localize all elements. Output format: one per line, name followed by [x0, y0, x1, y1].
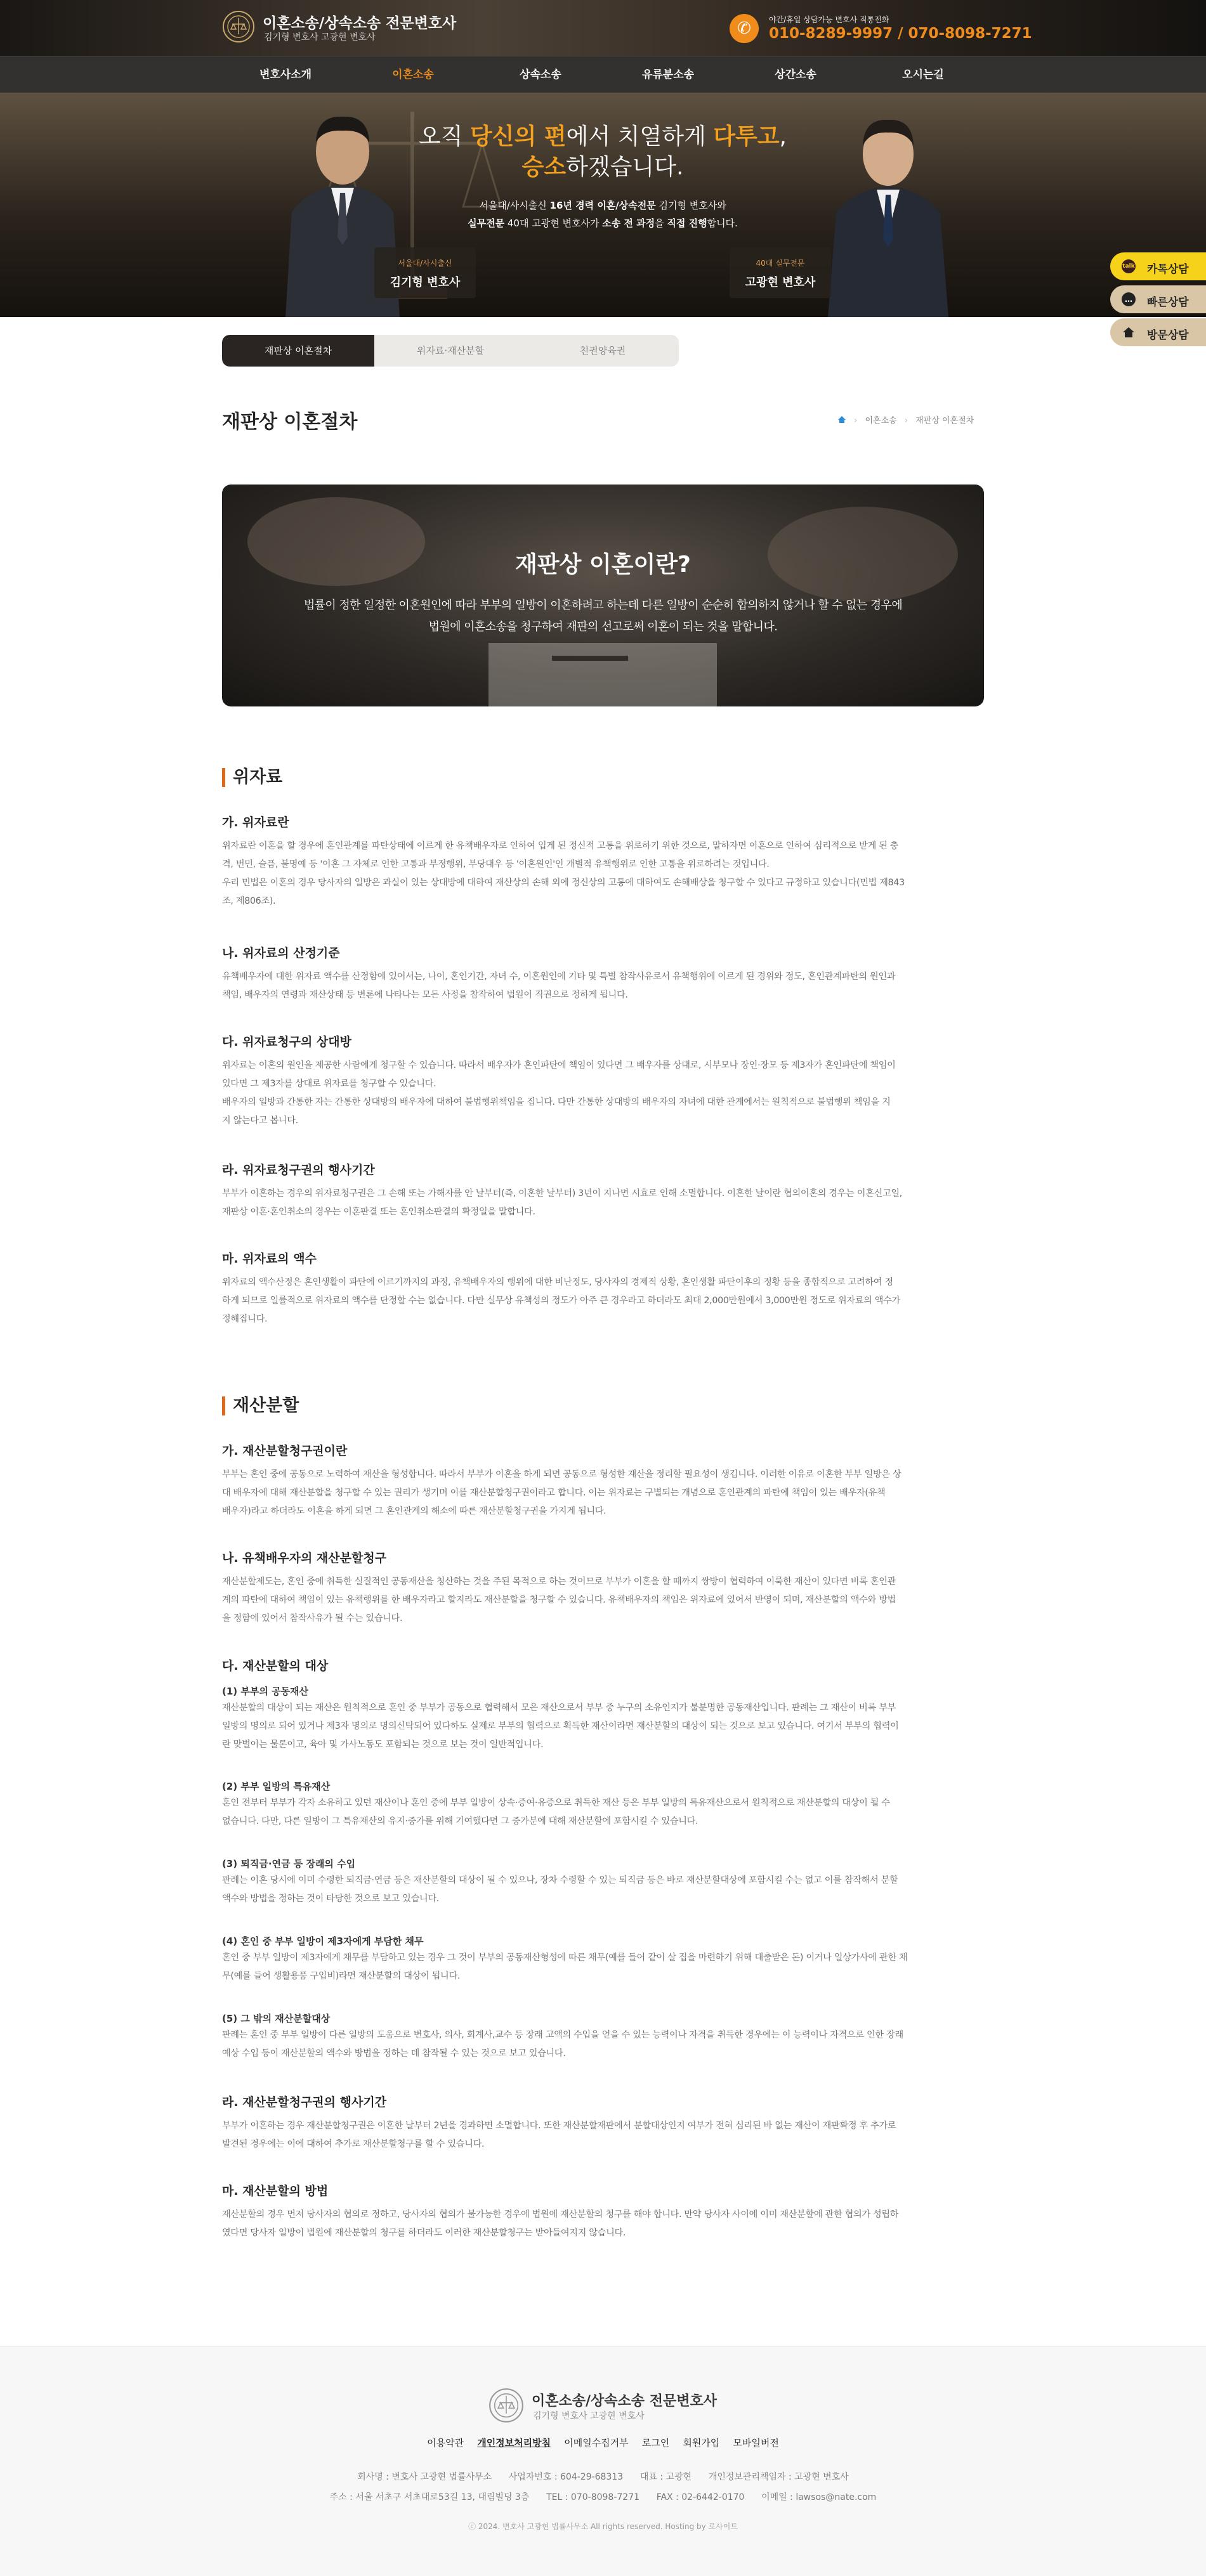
kakao-consult-button[interactable] [1110, 252, 1206, 280]
alimony-heading-b: 나. 위자료의 산정기준 [222, 946, 340, 960]
footer-address-info: 주소 : 서울 서초구 서초대로53길 13, 대림빌딩 3층 TEL : 070-8098-7271 FAX : 02-6442-0170 이메일 : lawsos@nate.com [329, 2492, 877, 2502]
emblem-icon [488, 2388, 524, 2423]
text-line: 액수와 방법을 정하는 것이 타당한 것으로 보고 있습니다. [222, 1894, 439, 1904]
footer-links [0, 2436, 1206, 2449]
footer-copyright: ⓒ 2024. 변호사 고광현 법률사무소 All rights reserved. Hosting by 로사이트 [468, 2522, 738, 2531]
lawyer2-badge [730, 247, 831, 298]
text-line: 재판상 이혼·혼인취소의 경우는 이혼판결 또는 혼인취소판결의 확정일을 말합니다. [222, 1207, 535, 1217]
footer-logo[interactable] [488, 2388, 730, 2426]
footer-link-privacy[interactable]: 개인정보처리방침 [477, 2437, 551, 2449]
nav-item-inheritance[interactable]: 상속소송 [520, 68, 561, 81]
text-line: 있다면 그 제3자를 상대로 위자료를 청구할 수 있습니다. [222, 1079, 436, 1089]
property-paragraph-a [222, 1466, 984, 1521]
property-heading-b: 나. 유책배우자의 재산분할청구 [222, 1551, 387, 1565]
lawyer2-tag: 40대 실무전문 [756, 259, 805, 268]
text-line: 우리 민법은 이혼의 경우 당사자의 일방은 과실이 있는 상대방에 대하여 재산상의 손해 외에 정신상의 고통에 대하여도 손해배상을 청구할 수 있다고 규정하고 있습니다(민법 제843 [222, 878, 905, 888]
nav-item-lawyers[interactable]: 변호사소개 [259, 68, 312, 81]
visit-consult-button[interactable] [1110, 318, 1206, 346]
headline-part: 하겠습니다. [566, 154, 684, 180]
lawyer2-name: 고광현 변호사 [745, 276, 816, 289]
text-line: 무(예를 들어 생활용품 구입비)라면 재산분할의 대상이 됩니다. [222, 1971, 461, 1981]
property-item-4 [222, 1934, 984, 1986]
breadcrumb-current: 재판상 이혼절차 [915, 416, 974, 426]
alimony-heading-a: 가. 위자료란 [222, 816, 289, 829]
hero-description [381, 197, 825, 232]
text-line: 재산분할의 경우 먼저 당사자의 협의로 정하고, 당사자의 협의가 불가능한 경우에 법원에 재산분할의 청구를 해야 합니다. 만약 당사자 사이에 이미 재산분할에 관한 협의가 성립하 [222, 2209, 899, 2220]
alimony-paragraph-c [222, 1057, 984, 1130]
lawyer2-photo [818, 108, 958, 317]
property-heading-d: 라. 재산분할청구권의 행사기간 [222, 2095, 387, 2109]
desc-part: 합니다. [707, 218, 738, 229]
text-line: 책임, 배우자의 연령과 재산상태 등 변론에 나타나는 모든 사정을 참작하여 법원이 직권으로 정하게 됩니다. [222, 990, 628, 1000]
text-line: 혼인 중 부부 일방이 제3자에게 채무를 부담하고 있는 경우 그 것이 부부의 공동재산형성에 따른 채무(예를 들어 같이 살 집을 마련하기 위해 대출받은 돈) 이거나 일상가사에 관한 채 [222, 1953, 908, 1963]
headline-accent: 다투고 [713, 124, 780, 150]
text-line: 부부가 이혼하는 경우의 위자료청구권은 그 손해 또는 가해자를 안 날부터(즉, 이혼한 날부터) 3년이 지나면 시효로 인해 소멸합니다. 이혼한 날이란 협의이혼의 경우는 이혼신고일, [222, 1188, 903, 1199]
hero-banner [0, 93, 1206, 317]
hands-background-image [222, 485, 984, 706]
text-line: 을 정함에 있어서 참작사유가 될 수는 있습니다. [222, 1613, 403, 1623]
text-line: 계의 파탄에 대하여 책임이 있는 유책행위를 한 배우자라고 할지라도 재산분할을 청구할 수 있습니다. 유책배우자의 책임은 위자료에 있어서 반영이 되며, 재산분할의 액수와 방법 [222, 1595, 896, 1605]
section-title-alimony: 위자료 [222, 768, 282, 787]
item-title: (4) 혼인 중 부부 일방이 제3자에게 부담한 채무 [222, 1935, 424, 1947]
footer-logo-title: 이혼소송/상속소송 전문변호사 [532, 2393, 717, 2409]
alimony-paragraph-e [222, 1273, 984, 1329]
alimony-heading-e: 마. 위자료의 액수 [222, 1252, 317, 1266]
tab-judicial-divorce[interactable]: 재판상 이혼절차 [222, 335, 374, 367]
phone-block[interactable] [730, 13, 1032, 44]
intro-line-2: 법원에 이혼소송을 청구하여 재판의 선고로써 이혼이 되는 것을 말합니다. [428, 620, 778, 634]
site-footer [0, 2346, 1206, 2576]
alimony-heading-c: 다. 위자료청구의 상대방 [222, 1035, 351, 1049]
text-line: 예상 수입 등이 재산분할의 액수와 방법을 정하는 데 참작될 수 있는 것으로 보고 있습니다. [222, 2048, 566, 2059]
logo-title: 이혼소송/상속소송 전문변호사 [263, 15, 457, 32]
headline-part: 오직 [419, 124, 471, 150]
emblem-icon [222, 10, 255, 43]
nav-item-legal-reserve[interactable]: 유류분소송 [641, 68, 695, 81]
text-line: 배우자의 일방과 간통한 자는 간통한 상대방의 배우자에 대하여 불법행위책임을 집니다. 다만 간통한 상대방의 배우자의 자녀에 대한 관계에서는 원칙적으로 불법행위 책임을 지 [222, 1097, 891, 1107]
desc-strong: 실무전문 [468, 218, 505, 229]
text-line: 위자료는 이혼의 원인을 제공한 사람에게 청구할 수 있습니다. 따라서 배우자가 혼인파탄에 책임이 있다면 그 배우자를 상대로, 시부모나 장인·장모 등 제3자가 혼인파탄에 책임이 [222, 1060, 896, 1070]
nav-item-divorce[interactable]: 이혼소송 [392, 68, 434, 81]
text-line: 부부는 혼인 중에 공동으로 노력하여 재산을 형성합니다. 따라서 부부가 이혼을 하게 되면 공동으로 형성한 재산을 정리할 필요성이 생깁니다. 이러한 이유로 이혼한 부부 일방은 상 [222, 1469, 901, 1480]
logo[interactable] [222, 9, 488, 47]
property-item-1 [222, 1684, 984, 1754]
section-title-property-division: 재산분할 [222, 1396, 299, 1415]
text-line: 정해집니다. [222, 1314, 268, 1324]
phone-note: 야간/휴일 상담가능 변호사 직통전화 [769, 15, 889, 24]
text-line: 위자료란 이혼을 할 경우에 혼인관계를 파탄상태에 이르게 한 유책배우자로 인하여 입게 된 정신적 고통을 위로하기 위한 것으로, 말하자면 이혼으로 인하여 심리적으로 받게 된 충 [222, 841, 899, 851]
item-title: (5) 그 밖의 재산분할대상 [222, 2013, 331, 2024]
alimony-heading-d: 라. 위자료청구권의 행사기간 [222, 1163, 375, 1177]
desc-strong: 소송 전 과정 [602, 218, 655, 229]
tab-alimony-property[interactable]: 위자료·재산분할 [416, 345, 485, 356]
intro-line-1: 법률이 정한 일정한 이혼원인에 따라 부부의 일방이 이혼하려고 하는데 다른 일방이 순순히 합의하지 않거나 할 수 없는 경우에 [303, 599, 903, 612]
alimony-paragraph-a [222, 837, 984, 911]
hero-headline [381, 122, 825, 183]
text-line: 없습니다. 다만, 다른 일방이 그 특유재산의 유지·증가를 위해 기여했다면 그 증가분에 대해 재산분할에 포함시킬 수 있습니다. [222, 1816, 698, 1826]
headline-part: 에서 치열하게 [566, 124, 714, 150]
property-paragraph-e [222, 2206, 984, 2242]
logo-subtitle: 김기형 변호사 고광현 변호사 [264, 32, 376, 42]
breadcrumb-item[interactable]: 이혼소송 [865, 416, 897, 426]
footer-logo-subtitle: 김기형 변호사 고광현 변호사 [533, 2411, 645, 2421]
footer-link-signup[interactable]: 회원가입 [683, 2437, 720, 2449]
text-line: 판례는 이혼 당시에 이미 수령한 퇴직금·연금 등은 재산분할의 대상이 될 수 있으나, 장차 수령할 수 있는 퇴직금 등은 바로 재산분할대상에 포함시킬 수는 없고 이를 참작해서 분할 [222, 1875, 898, 1885]
footer-link-terms[interactable]: 이용약관 [427, 2437, 464, 2449]
footer-link-login[interactable]: 로그인 [641, 2437, 670, 2449]
lawyer1-tag: 서울대/사시출신 [398, 259, 452, 268]
property-paragraph-b [222, 1573, 984, 1628]
text-line: 하게 되므로 일률적으로 위자료의 액수를 단정할 수는 없습니다. 다만 실무상 유책성의 정도가 아주 큰 경우라고 하더라도 최대 2,000만원에서 3,000만원 정도로 위자료의 액수가 [222, 1296, 900, 1306]
text-line: 배우자)라고 하더라도 이혼을 하게 되면 그 혼인관계의 해소에 따른 재산분할청구권을 가지게 됩니다. [222, 1506, 606, 1516]
lawyer1-badge [374, 247, 476, 298]
nav-item-adultery[interactable]: 상간소송 [775, 68, 816, 81]
headline-accent: 승소 [521, 154, 567, 180]
text-line: 부부가 이혼하는 경우 재산분할청구권은 이혼한 날부터 2년을 경과하면 소멸합니다. 또한 재산분할재판에서 분할대상인지 여부가 전혀 심리된 바 없는 재산이 재판확정 후 추가로 [222, 2121, 896, 2131]
property-heading-e: 마. 재산분할의 방법 [222, 2184, 329, 2198]
quick-label: 빠른상담 [1147, 296, 1189, 309]
headline-accent: 당신의 편 [470, 124, 567, 150]
text-line: 대 배우자에 대해 재산분할을 청구할 수 있는 권리가 생기며 이를 재산분할청구권이라고 합니다. 이는 위자료는 구별되는 개념으로 혼인관계의 파탄에 책임이 있는 배우자(유책 [222, 1488, 886, 1498]
breadcrumb-separator: › [904, 416, 908, 426]
kakao-icon: talk [1122, 259, 1136, 273]
chat-icon: … [1122, 292, 1136, 306]
nav-item-directions[interactable]: 오시는길 [902, 68, 944, 81]
breadcrumb-separator: › [854, 416, 858, 426]
visit-label: 방문상담 [1147, 329, 1189, 342]
desc-strong: 직접 진행 [667, 218, 707, 229]
desc-strong: 16년 경력 이혼/상속전문 [549, 200, 656, 211]
text-line: 위자료의 액수산정은 혼인생활이 파탄에 이르기까지의 과정, 유책배우자의 행위에 대한 비난정도, 당사자의 경제적 상황, 혼인생활 파탄이후의 정황 등을 종합적으로 고려하여 정 [222, 1277, 893, 1287]
text-line: 지 않는다고 봅니다. [222, 1116, 298, 1126]
kakao-label: 카톡상담 [1147, 263, 1189, 276]
text-line: 란 맞벌이는 물론이고, 육아 및 가사노동도 포함되는 것으로 보는 것이 일반적입니다. [222, 1740, 544, 1750]
property-item-3 [222, 1857, 984, 1908]
text-line: 발견된 경우에는 이에 대하여 추가로 재산분할청구를 할 수 있습니다. [222, 2139, 485, 2149]
text-line: 재산분할의 대상이 되는 재산은 원칙적으로 혼인 중 부부가 공동으로 협력해서 모은 재산으로서 부부 중 누구의 소유인지가 불분명한 공동재산입니다. 판례는 그 재산이 비록 부부 [222, 1703, 896, 1713]
breadcrumb [837, 413, 984, 426]
property-heading-c: 다. 재산분할의 대상 [222, 1659, 329, 1673]
main-nav [0, 56, 1206, 93]
alimony-paragraph-b [222, 968, 984, 1005]
text-line: 였다면 당사자 일방이 법원에 재산분할의 청구를 하더라도 이러한 재산분할청구는 받아들여지지 않습니다. [222, 2228, 626, 2238]
home-icon [1122, 325, 1136, 339]
desc-part: 김기형 변호사와 [655, 200, 726, 211]
text-line: 일방의 명의로 되어 있거나 제3자 명의로 명의신탁되어 있다하도 실제로 부부의 협력으로 획득한 재산이라면 재산분할의 대상이 되는 것으로 보고 있습니다. 여기서 부부의 협력이 [222, 1721, 899, 1731]
text-line: 혼인 전부터 부부가 각자 소유하고 있던 재산이나 혼인 중에 부부 일방이 상속·증여·유증으로 취득한 재산 등은 부부 일방의 특유재산으로서 원칙적으로 재산분할의 대상이 될 수 [222, 1798, 890, 1808]
property-heading-a: 가. 재산분할청구권이란 [222, 1444, 348, 1458]
lawyer1-name: 김기형 변호사 [390, 276, 461, 289]
text-line: 유책배우자에 대한 위자료 액수를 산정함에 있어서는, 나이, 혼인기간, 자녀 수, 이혼원인에 기타 및 특별 참작사유로서 유책행위에 이르게 된 경위와 정도, 혼인관계파탄의 원인과 [222, 972, 896, 982]
property-paragraph-d [222, 2117, 984, 2154]
text-line: 격, 번민, 슬픔, 불명예 등 '이혼 그 자체로 인한 고통과 부정행위, 부당대우 등 '이혼원인'인 개별적 유책행위로 인한 고통을 위로하려는 것입니다. [222, 859, 770, 869]
item-title: (2) 부부 일방의 특유재산 [222, 1781, 331, 1792]
site-header [0, 0, 1206, 56]
intro-title: 재판상 이혼이란? [515, 552, 691, 578]
text-line: 조, 제806조). [222, 896, 276, 906]
footer-link-email-refuse[interactable]: 이메일수집거부 [564, 2437, 629, 2449]
intro-banner [222, 485, 984, 706]
item-title: (3) 퇴직금·연금 등 장래의 수입 [222, 1858, 356, 1870]
tab-custody[interactable]: 친권양육권 [579, 345, 626, 356]
item-title: (1) 부부의 공동재산 [222, 1686, 309, 1697]
sub-tabs [222, 335, 679, 367]
desc-part: 을 [655, 218, 667, 229]
footer-link-mobile[interactable]: 모바일버전 [733, 2437, 779, 2449]
phone-numbers: 010-8289-9997 / 070-8098-7271 [769, 25, 1032, 42]
phone-icon: ✆ [730, 14, 759, 43]
alimony-paragraph-d [222, 1185, 984, 1221]
property-item-2 [222, 1779, 984, 1831]
text-line: 재산분할제도는, 혼인 중에 취득한 실질적인 공동재산을 청산하는 것을 주된 목적으로 하는 것이므로 부부가 이혼을 할 때까지 쌍방이 협력하여 이룩한 재산이 있다면 비록 혼인관 [222, 1577, 896, 1587]
headline-part: , [779, 124, 787, 150]
footer-company-info: 회사명 : 변호사 고광현 법률사무소 사업자번호 : 604-29-68313 대표 : 고광현 개인정보관리책임자 : 고광현 변호사 [357, 2472, 849, 2482]
home-icon[interactable] [837, 415, 846, 424]
desc-part: 서울대/사시출신 [479, 200, 550, 211]
page-title: 재판상 이혼절차 [222, 411, 358, 433]
property-item-5 [222, 2012, 984, 2063]
quick-consult-button[interactable] [1110, 285, 1206, 313]
desc-part: 40대 고광현 변호사가 [504, 218, 603, 229]
text-line: 판례는 혼인 중 부부 일방이 다른 일방의 도움으로 변호사, 의사, 회계사,교수 등 장래 고액의 수입을 얻을 수 있는 능력이나 자격을 취득한 경우에는 이 능력이나 자격으로 인한 장래 [222, 2030, 903, 2040]
